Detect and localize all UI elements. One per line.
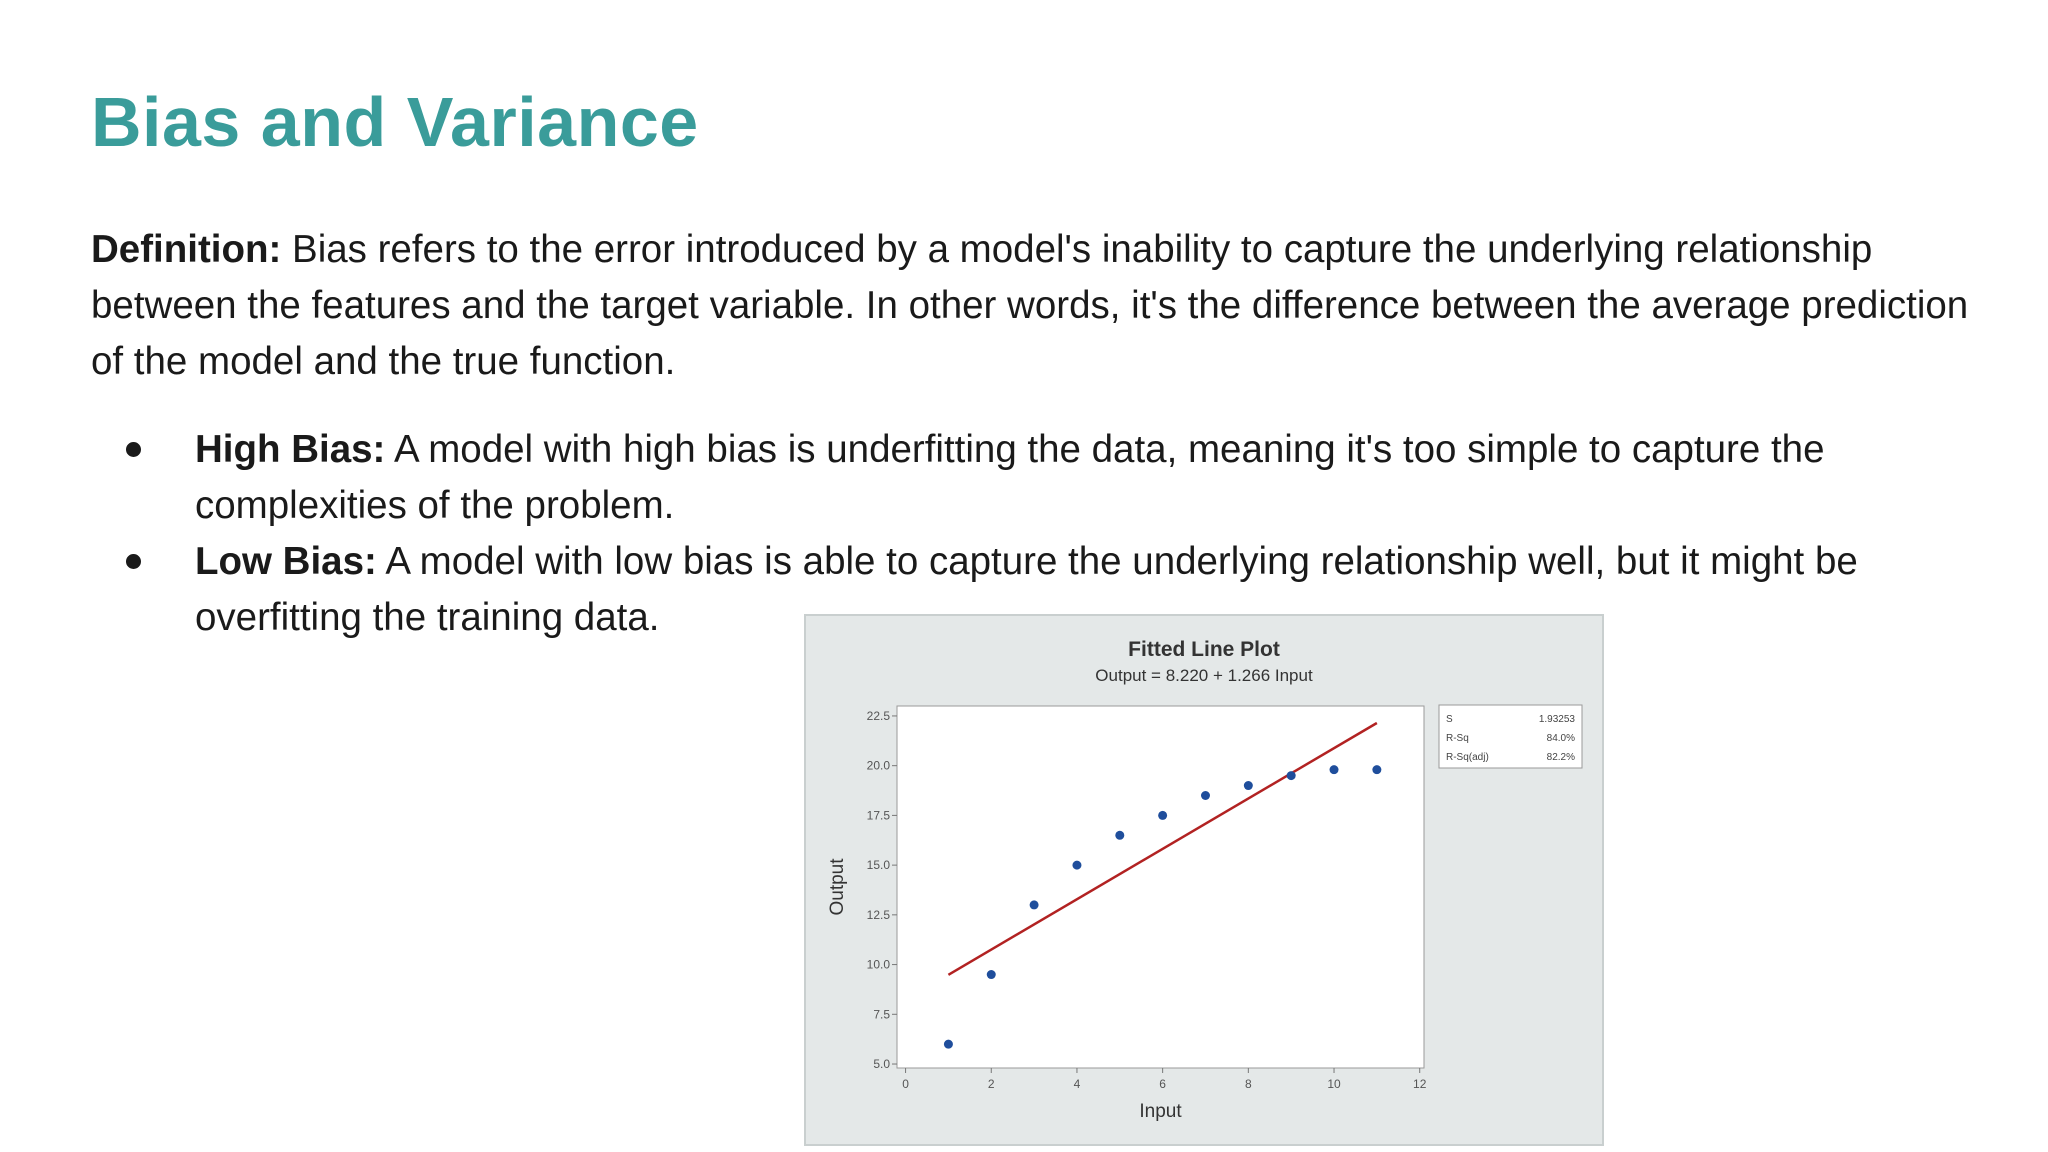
stat-value: 82.2% [1546,752,1575,763]
x-tick-label: 0 [902,1077,909,1091]
data-point [1244,781,1253,790]
bullet-label: Low Bias: [195,540,377,583]
slide-title: Bias and Variance [91,83,699,161]
bullet-label: High Bias: [195,428,386,471]
fitted-line-plot-figure [804,614,1604,1146]
y-tick-label: 22.5 [866,708,890,723]
y-tick-label: 5.0 [873,1057,890,1072]
data-point [1330,765,1339,774]
y-tick-label: 10.0 [866,957,890,972]
data-point [944,1040,953,1049]
y-tick-label: 12.5 [866,907,890,922]
bias-bullet-list [91,422,1971,646]
x-tick-label: 2 [987,1077,995,1091]
chart-title: Fitted Line Plot [1128,638,1280,661]
data-point [1030,900,1039,909]
stat-label: R-Sq(adj) [1446,752,1489,763]
x-tick-label: 4 [1073,1077,1081,1091]
x-tick-label: 8 [1244,1077,1252,1091]
bullet-text: A model with high bias is underfitting the data, meaning it's too simple to capture the complexities of the problem. [195,428,1825,527]
chart-subtitle: Output = 8.220 + 1.266 Input [1095,666,1313,685]
data-point [1201,791,1210,800]
data-point [1372,765,1381,774]
stats-box [1439,705,1582,768]
data-point [1072,861,1081,870]
data-point [1115,831,1124,840]
x-tick-label: 10 [1327,1077,1341,1091]
y-tick-label: 7.5 [873,1007,890,1022]
fitted-line-plot-svg [806,616,1602,1144]
bullet-dot-icon [126,554,141,569]
definition-label: Definition: [91,228,282,271]
y-tick-label: 15.0 [866,858,890,873]
data-point [1287,771,1296,780]
bullet-text: A model with low bias is able to capture the underlying relationship well, but it might be overfitting the training data. [195,540,1858,639]
bullet-dot-icon [126,442,141,457]
stat-label: R-Sq [1446,733,1469,744]
y-tick-label: 17.5 [866,808,890,823]
bullet-high-bias [91,422,1971,534]
data-point [987,970,996,979]
stat-value: 84.0% [1546,733,1575,744]
plot-area [897,706,1424,1068]
y-tick-label: 20.0 [866,758,890,773]
definition-text: Bias refers to the error introduced by a model's inability to capture the underlying relationship between the features and the target variable. In other words, it's the difference between the average prediction of the model and the true function. [91,228,1969,383]
definition-paragraph [91,222,1971,390]
x-tick-label: 6 [1159,1077,1166,1091]
x-axis-label: Input [1139,1101,1182,1122]
x-tick-label: 12 [1413,1077,1427,1091]
stat-value: 1.93253 [1538,714,1575,725]
data-point [1158,811,1167,820]
y-axis-label: Output [827,858,848,916]
stat-label: S [1446,714,1453,725]
